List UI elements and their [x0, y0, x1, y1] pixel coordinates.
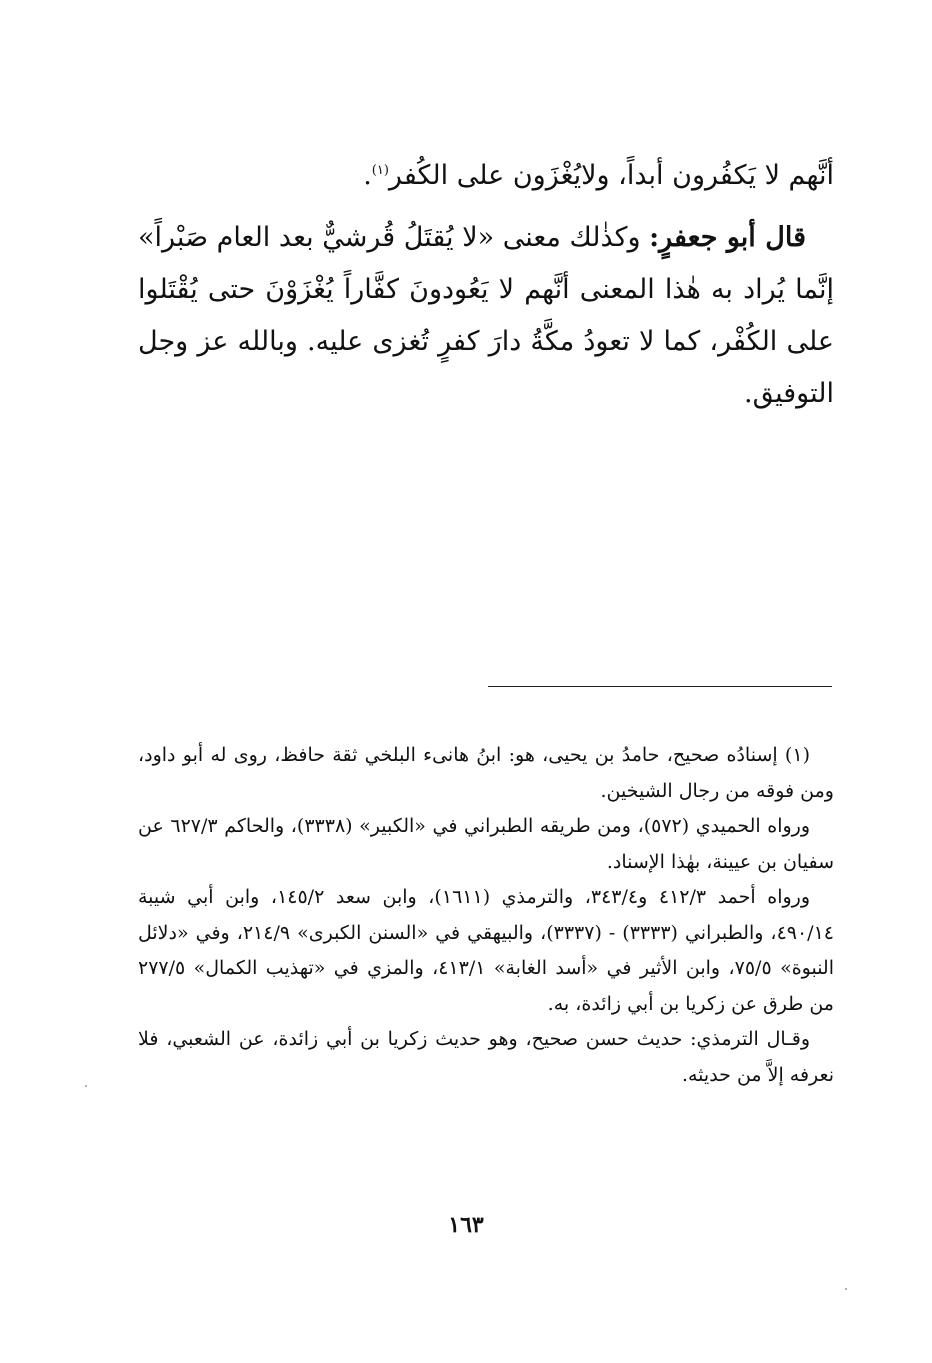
- main-paragraph-1-end: .: [363, 160, 372, 191]
- footnotes: [138, 738, 834, 1093]
- main-paragraph-2-lead: قال أبو جعفرٍ:: [649, 222, 806, 253]
- main-paragraph-1: [138, 150, 834, 202]
- footnote-2: ورواه الحميدي (٥٧٢)، ومن طريقه الطبراني في «الكبير» (٣٣٣٨)، والحاكم ٦٢٧/٣ عن سفيان بن عيينة، بهٰذا الإسناد.: [138, 815, 834, 873]
- footnote-separator: [488, 686, 832, 687]
- main-paragraph-1-text: أنَّهم لا يَكفُرون أبداً، ولايُغْزَون على الكُفر: [388, 160, 834, 191]
- footnote-4: وقـال الترمذي: حديث حسن صحيح، وهو حديث زكريا بن أبي زائدة، عن الشعبي، فلا نعرفه إلاَّ من حديثه.: [138, 1028, 834, 1086]
- main-paragraph-2: [138, 212, 834, 420]
- footnote-1: (١) إسنادُه صحيح، حامدُ بن يحيى، هو: ابنُ هانىء البلخي ثقة حافظ، روى له أبو داود، ومن فوقه من رجال الشيخين.: [138, 744, 834, 802]
- main-paragraph-2-text: وكذٰلك معنى «لا يُقتَلُ قُرشيٌّ بعد العام صَبْراً» إنَّما يُراد به هٰذا المعنى أنَّهم لا يَعُودونَ كفَّاراً يُغْزَوْنَ حتى يُقْتَلوا على الكُفْر، كما لا تعودُ مكَّةُ دارَ كفرٍ تُغزى عليه. وبالله عز وجل التوفيق.: [138, 222, 834, 409]
- page-number: ١٦٣: [448, 1212, 484, 1238]
- scan-speck: [845, 1288, 847, 1290]
- scan-speck: [85, 1085, 87, 1087]
- main-text: [138, 150, 834, 420]
- footnote-3: ورواه أحمد ٤١٢/٣ و٣٤٣/٤، والترمذي (١٦١١)، وابن سعد ١٤٥/٢، وابن أبي شيبة ٤٩٠/١٤، والطبراني (٣٣٣٣) - (٣٣٣٧)، والبيهقي في «السنن الكبرى» ٢١٤/٩، وفي «دلائل النبوة» ٧٥/٥، وابن الأثير في «أسد الغابة» ٤١٣/١، والمزي في «تهذيب الكمال» ٢٧٧/٥ من طرق عن زكريا بن أبي زائدة، به.: [138, 886, 834, 1015]
- footnote-reference: (١): [371, 163, 389, 178]
